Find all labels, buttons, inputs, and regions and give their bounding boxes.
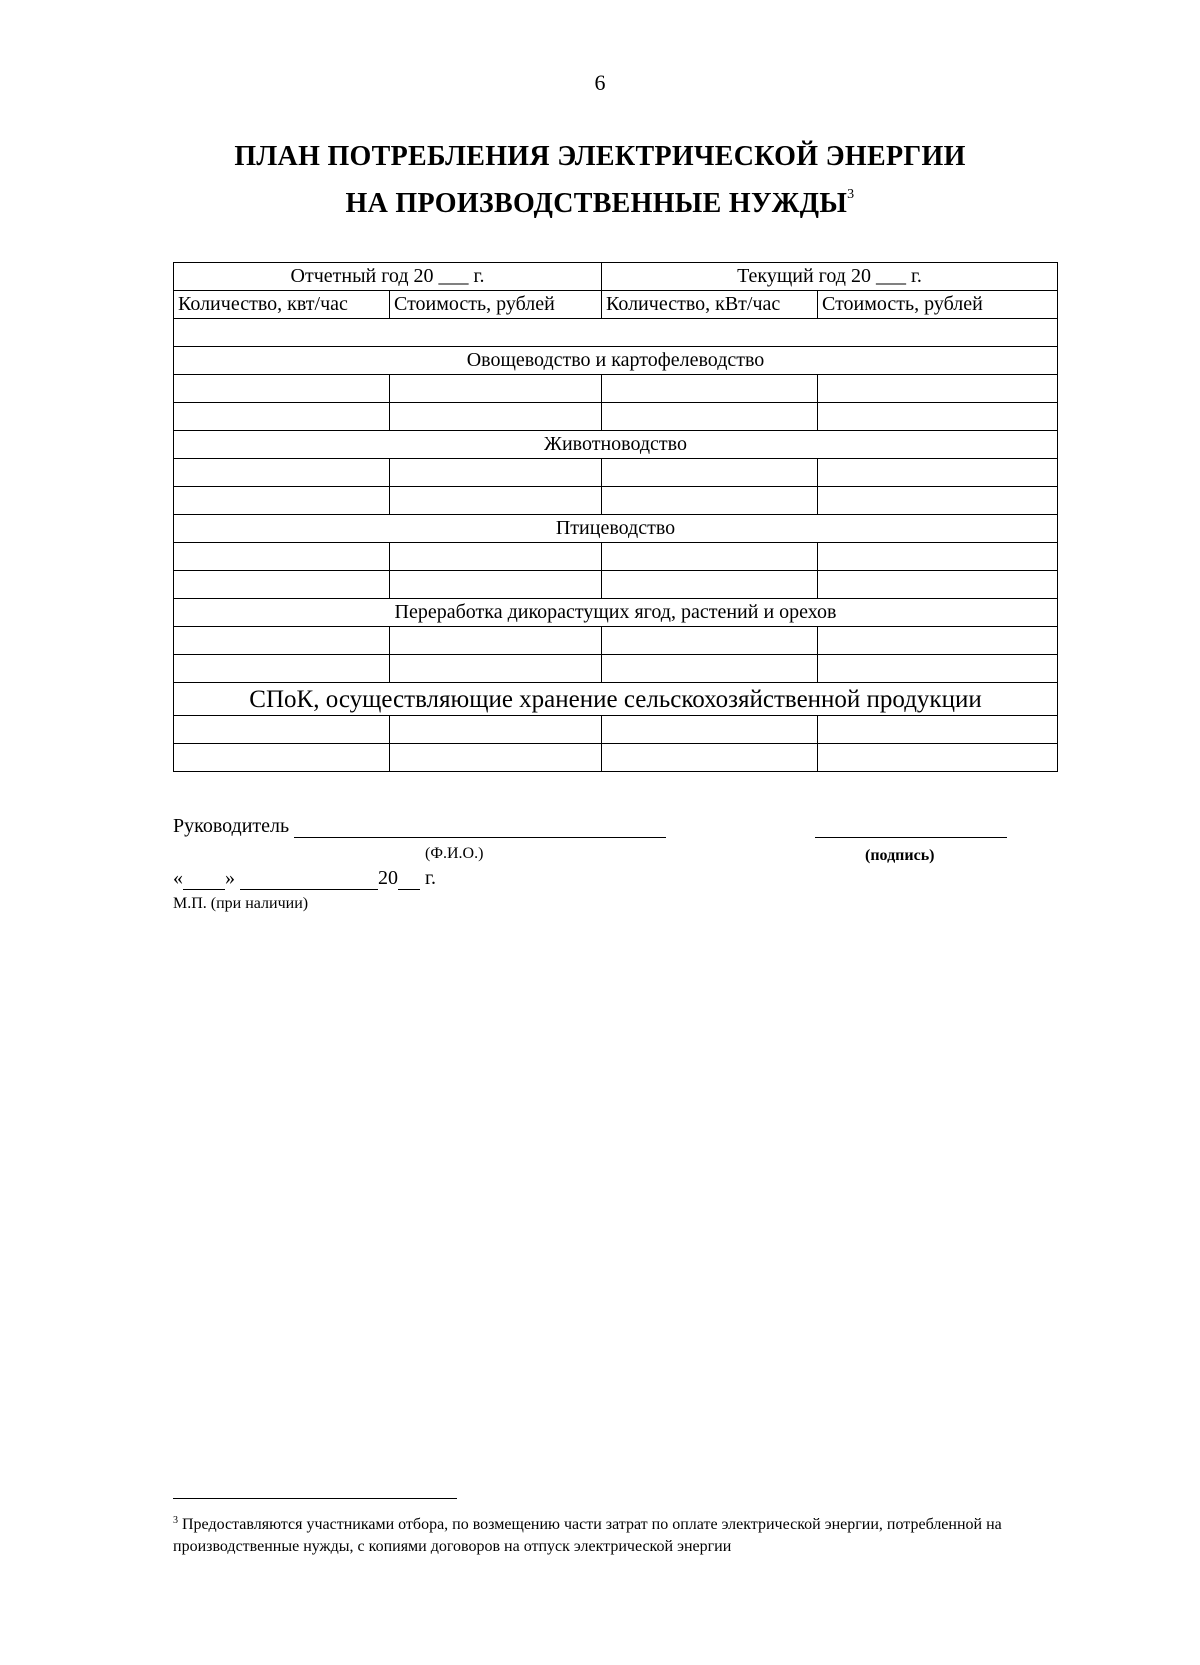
section-wild-processing: Переработка дикорастущих ягод, растений и орехов: [174, 599, 1058, 627]
table-cell[interactable]: [818, 487, 1058, 515]
table-cell[interactable]: [174, 655, 390, 683]
spacer-cell: [174, 319, 1058, 347]
table-cell[interactable]: [818, 459, 1058, 487]
fio-caption: (Ф.И.О.): [425, 845, 484, 862]
table-cell[interactable]: [174, 543, 390, 571]
table-cell[interactable]: [602, 655, 818, 683]
stamp-note: М.П. (при наличии): [173, 895, 309, 912]
document-title: [0, 138, 1200, 223]
fio-blank[interactable]: [294, 817, 666, 838]
head-signature-line: [173, 815, 666, 838]
year-blank[interactable]: [398, 871, 420, 890]
table-row: [174, 716, 1058, 744]
col-header-quantity-reporting: Количество, квт/час: [174, 291, 390, 319]
title-line-1: ПЛАН ПОТРЕБЛЕНИЯ ЭЛЕКТРИЧЕСКОЙ ЭНЕРГИИ: [234, 141, 966, 172]
section-livestock: Животноводство: [174, 431, 1058, 459]
table-cell[interactable]: [602, 744, 818, 772]
table-cell[interactable]: [818, 627, 1058, 655]
table-row: [174, 375, 1058, 403]
year-suffix: г.: [425, 867, 436, 889]
table-cell[interactable]: [390, 403, 602, 431]
energy-plan-table: [173, 262, 1058, 772]
table-cell[interactable]: [174, 375, 390, 403]
footnote-divider: [173, 1498, 457, 1499]
table-cell[interactable]: [818, 716, 1058, 744]
table-cell[interactable]: [602, 459, 818, 487]
table-cell[interactable]: [174, 459, 390, 487]
table-cell[interactable]: [390, 543, 602, 571]
reporting-year-header: Отчетный год 20 ___ г.: [174, 263, 602, 291]
section-row: [174, 683, 1058, 716]
table-cell[interactable]: [174, 487, 390, 515]
table-cell[interactable]: [174, 403, 390, 431]
table-cell[interactable]: [818, 543, 1058, 571]
signature-caption: (подпись): [865, 847, 935, 864]
table-cell[interactable]: [390, 571, 602, 599]
date-open-quote: «: [173, 867, 183, 889]
table-row: [174, 744, 1058, 772]
spacer-row: [174, 319, 1058, 347]
section-row: [174, 431, 1058, 459]
column-header-row: [174, 291, 1058, 319]
section-poultry: Птицеводство: [174, 515, 1058, 543]
table-cell[interactable]: [602, 487, 818, 515]
title-line-2: [0, 176, 1200, 223]
footnote-mark: 3: [173, 1515, 178, 1526]
date-close-quote: »: [225, 867, 235, 889]
head-label: Руководитель: [173, 815, 290, 837]
day-blank[interactable]: [183, 871, 225, 890]
table-cell[interactable]: [818, 655, 1058, 683]
table-row: [174, 459, 1058, 487]
table-cell[interactable]: [390, 375, 602, 403]
table-cell[interactable]: [602, 571, 818, 599]
signature-blank-wrap: [815, 815, 1007, 838]
table-cell[interactable]: [818, 403, 1058, 431]
year-prefix: 20: [378, 867, 398, 889]
table-cell[interactable]: [602, 627, 818, 655]
table-cell[interactable]: [390, 655, 602, 683]
table-cell[interactable]: [602, 375, 818, 403]
col-header-cost-reporting: Стоимость, рублей: [390, 291, 602, 319]
year-header-row: [174, 263, 1058, 291]
table-cell[interactable]: [174, 571, 390, 599]
table-cell[interactable]: [602, 403, 818, 431]
table-row: [174, 487, 1058, 515]
title-line-2-text: НА ПРОИЗВОДСТВЕННЫЕ НУЖДЫ: [345, 188, 848, 219]
section-vegetables: Овощеводство и картофелеводство: [174, 347, 1058, 375]
table-row: [174, 571, 1058, 599]
title-footnote-mark: 3: [847, 187, 855, 202]
footnote: [173, 1510, 1073, 1558]
table-cell[interactable]: [818, 375, 1058, 403]
section-row: [174, 515, 1058, 543]
section-row: [174, 599, 1058, 627]
table-cell[interactable]: [174, 627, 390, 655]
table-cell[interactable]: [818, 744, 1058, 772]
col-header-cost-current: Стоимость, рублей: [818, 291, 1058, 319]
footnote-text: Предоставляются участниками отбора, по возмещению части затрат по оплате электрической энергии, потребленной на производственные нужды, с копиями договоров на отпуск электрической энергии: [173, 1516, 1002, 1555]
table-cell[interactable]: [174, 744, 390, 772]
signature-blank[interactable]: [815, 817, 1007, 838]
section-storage-cooperatives: СПоК, осуществляющие хранение сельскохозяйственной продукции: [174, 683, 1058, 716]
table-cell[interactable]: [390, 459, 602, 487]
table-row: [174, 403, 1058, 431]
month-blank[interactable]: [240, 871, 378, 890]
table-cell[interactable]: [390, 744, 602, 772]
page-number: 6: [594, 70, 606, 95]
table-row: [174, 627, 1058, 655]
table-row: [174, 655, 1058, 683]
table-cell[interactable]: [174, 716, 390, 744]
table-cell[interactable]: [390, 716, 602, 744]
table-cell[interactable]: [818, 571, 1058, 599]
section-row: [174, 347, 1058, 375]
table-row: [174, 543, 1058, 571]
col-header-quantity-current: Количество, кВт/час: [602, 291, 818, 319]
date-line: [173, 867, 436, 890]
table-cell[interactable]: [602, 543, 818, 571]
table-cell[interactable]: [390, 487, 602, 515]
current-year-header: Текущий год 20 ___ г.: [602, 263, 1058, 291]
table-cell[interactable]: [602, 716, 818, 744]
table-cell[interactable]: [390, 627, 602, 655]
